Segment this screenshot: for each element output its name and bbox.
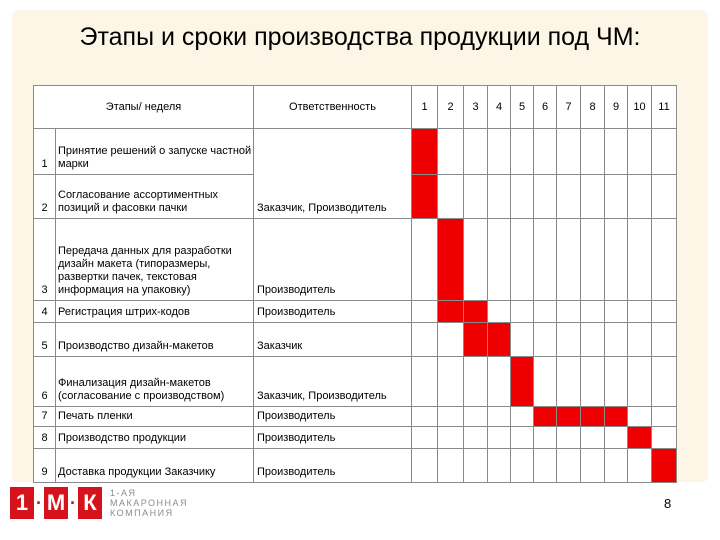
gantt-cell <box>605 301 628 323</box>
gantt-cell <box>628 219 652 301</box>
week-header: 5 <box>511 86 534 129</box>
gantt-cell <box>557 175 581 219</box>
gantt-cell <box>464 129 488 175</box>
gantt-cell <box>412 301 438 323</box>
gantt-cell <box>488 129 511 175</box>
responsibility: Заказчик <box>254 323 412 357</box>
gantt-cell <box>412 449 438 483</box>
stage-number: 6 <box>34 357 56 407</box>
gantt-cell <box>534 357 557 407</box>
week-header: 11 <box>652 86 677 129</box>
week-header: 7 <box>557 86 581 129</box>
gantt-cell <box>488 357 511 407</box>
gantt-cell <box>534 301 557 323</box>
responsibility: Производитель <box>254 219 412 301</box>
table-row <box>34 357 677 407</box>
gantt-cell <box>438 449 464 483</box>
gantt-cell <box>438 357 464 407</box>
gantt-cell <box>581 357 605 407</box>
gantt-cell <box>557 129 581 175</box>
gantt-cell-active <box>464 323 488 357</box>
stage-name: Производство дизайн-макетов <box>56 323 254 357</box>
gantt-cell <box>628 357 652 407</box>
week-header: 10 <box>628 86 652 129</box>
stage-name: Производство продукции <box>56 427 254 449</box>
gantt-cell <box>628 301 652 323</box>
header-responsibility: Ответственность <box>254 86 412 129</box>
gantt-cell <box>488 407 511 427</box>
table-row <box>34 427 677 449</box>
company-logo: 1 · М · К 1-АЯ МАКАРОННАЯ КОМПАНИЯ <box>10 487 188 519</box>
gantt-cell <box>581 219 605 301</box>
table-row <box>34 219 677 301</box>
logo-letter: М <box>44 487 68 519</box>
gantt-cell-active <box>534 407 557 427</box>
stage-name: Финализация дизайн-макетов (согласование с производством) <box>56 357 254 407</box>
stage-number: 5 <box>34 323 56 357</box>
gantt-cell <box>628 323 652 357</box>
stage-number: 3 <box>34 219 56 301</box>
gantt-cell <box>605 219 628 301</box>
gantt-cell <box>438 427 464 449</box>
gantt-cell <box>652 219 677 301</box>
gantt-cell <box>581 175 605 219</box>
gantt-cell <box>488 301 511 323</box>
week-header: 3 <box>464 86 488 129</box>
stage-name: Печать пленки <box>56 407 254 427</box>
gantt-cell <box>488 449 511 483</box>
table-row <box>34 449 677 483</box>
stage-number: 1 <box>34 129 56 175</box>
table-row <box>34 129 677 175</box>
page-title: Этапы и сроки производства продукции под ЧМ: <box>79 23 641 51</box>
week-header: 8 <box>581 86 605 129</box>
gantt-cell <box>605 427 628 449</box>
table-row <box>34 323 677 357</box>
gantt-cell <box>438 129 464 175</box>
gantt-cell <box>511 323 534 357</box>
gantt-cell-active <box>412 175 438 219</box>
gantt-cell <box>605 323 628 357</box>
gantt-cell <box>412 323 438 357</box>
gantt-cell <box>438 175 464 219</box>
gantt-cell <box>488 427 511 449</box>
gantt-cell <box>581 323 605 357</box>
responsibility: Производитель <box>254 407 412 427</box>
gantt-cell <box>511 219 534 301</box>
gantt-cell-active <box>652 449 677 483</box>
gantt-cell <box>557 427 581 449</box>
stage-name: Согласование ассортиментных позиций и фасовки пачки <box>56 175 254 219</box>
stage-number: 8 <box>34 427 56 449</box>
gantt-cell <box>412 219 438 301</box>
gantt-cell-active <box>605 407 628 427</box>
gantt-cell <box>557 357 581 407</box>
gantt-cell <box>557 449 581 483</box>
header-stage: Этапы/ неделя <box>34 86 254 129</box>
gantt-cell <box>464 219 488 301</box>
gantt-cell <box>511 427 534 449</box>
stage-name: Передача данных для разработки дизайн макета (типоразмеры, развертки пачек, текстовая информация на упаковку) <box>56 219 254 301</box>
gantt-cell <box>534 219 557 301</box>
gantt-cell-active <box>581 407 605 427</box>
stage-number: 4 <box>34 301 56 323</box>
gantt-cell <box>605 449 628 483</box>
gantt-cell <box>605 175 628 219</box>
stage-number: 9 <box>34 449 56 483</box>
logo-text: 1-АЯ МАКАРОННАЯ КОМПАНИЯ <box>110 488 189 518</box>
gantt-cell <box>581 129 605 175</box>
gantt-cell <box>412 407 438 427</box>
gantt-cell <box>652 129 677 175</box>
gantt-table <box>33 85 677 483</box>
gantt-cell <box>581 449 605 483</box>
gantt-cell-active <box>438 301 464 323</box>
stage-name: Принятие решений о запуске частной марки <box>56 129 254 175</box>
gantt-cell <box>605 129 628 175</box>
gantt-cell <box>412 357 438 407</box>
gantt-cell <box>628 407 652 427</box>
gantt-cell <box>464 175 488 219</box>
responsibility: Производитель <box>254 449 412 483</box>
gantt-cell <box>534 323 557 357</box>
week-header: 1 <box>412 86 438 129</box>
logo-letter: 1 <box>10 487 34 519</box>
gantt-cell <box>652 175 677 219</box>
gantt-cell <box>628 175 652 219</box>
gantt-cell <box>652 323 677 357</box>
stage-number: 2 <box>34 175 56 219</box>
gantt-cell <box>511 129 534 175</box>
gantt-cell <box>488 175 511 219</box>
gantt-cell <box>652 301 677 323</box>
gantt-cell <box>511 175 534 219</box>
gantt-cell-active <box>412 129 438 175</box>
gantt-cell <box>652 407 677 427</box>
gantt-cell <box>438 323 464 357</box>
week-header: 4 <box>488 86 511 129</box>
week-header: 6 <box>534 86 557 129</box>
gantt-cell <box>464 427 488 449</box>
gantt-cell <box>557 219 581 301</box>
gantt-cell <box>488 219 511 301</box>
gantt-cell <box>652 357 677 407</box>
gantt-cell <box>534 175 557 219</box>
gantt-cell <box>628 129 652 175</box>
gantt-cell <box>628 449 652 483</box>
gantt-cell <box>534 427 557 449</box>
gantt-cell <box>511 449 534 483</box>
gantt-cell <box>605 357 628 407</box>
responsibility: Производитель <box>254 301 412 323</box>
stage-name: Доставка продукции Заказчику <box>56 449 254 483</box>
gantt-cell <box>557 301 581 323</box>
gantt-cell <box>438 407 464 427</box>
gantt-cell <box>557 323 581 357</box>
stage-number: 7 <box>34 407 56 427</box>
table-row <box>34 301 677 323</box>
gantt-cell <box>511 407 534 427</box>
week-header: 9 <box>605 86 628 129</box>
header-row <box>34 86 677 129</box>
responsibility: Заказчик, Производитель <box>254 129 412 219</box>
gantt-cell <box>581 301 605 323</box>
stage-name: Регистрация штрих-кодов <box>56 301 254 323</box>
gantt-cell-active <box>488 323 511 357</box>
gantt-cell-active <box>464 301 488 323</box>
gantt-cell <box>464 357 488 407</box>
gantt-cell-active <box>628 427 652 449</box>
gantt-cell <box>511 301 534 323</box>
gantt-cell <box>534 449 557 483</box>
gantt-cell <box>581 427 605 449</box>
gantt-cell-active <box>511 357 534 407</box>
gantt-cell <box>412 427 438 449</box>
gantt-cell <box>464 449 488 483</box>
week-header: 2 <box>438 86 464 129</box>
gantt-cell-active <box>557 407 581 427</box>
gantt-cell <box>652 427 677 449</box>
responsibility: Заказчик, Производитель <box>254 357 412 407</box>
table-row <box>34 407 677 427</box>
gantt-cell <box>464 407 488 427</box>
responsibility: Производитель <box>254 427 412 449</box>
logo-letter: К <box>78 487 102 519</box>
gantt-cell-active <box>438 219 464 301</box>
gantt-cell <box>534 129 557 175</box>
page-number: 8 <box>664 496 672 511</box>
